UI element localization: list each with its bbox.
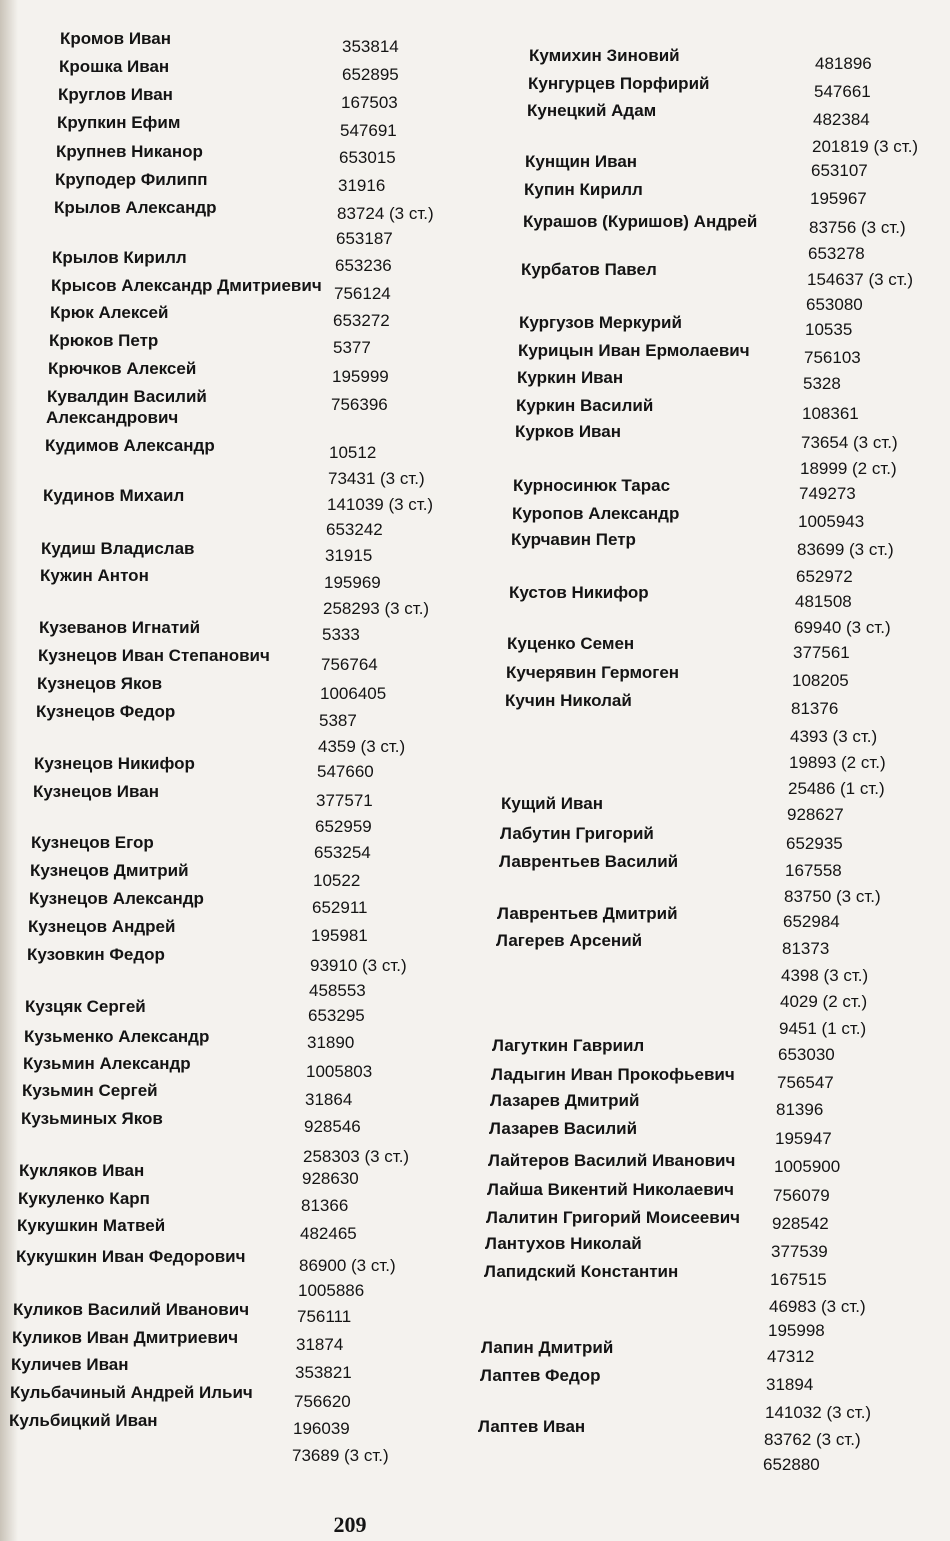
entry-name: Крысов Александр Дмитриевич (51, 276, 322, 295)
entry-name: Кузнецов Александр (29, 889, 204, 908)
entry-name: Кудиш Владислав (41, 539, 195, 558)
entry-number: 353814 (342, 37, 399, 56)
entry-number: 5333 (322, 625, 360, 644)
entry-number: 756620 (294, 1392, 351, 1411)
entry-number: 756547 (777, 1073, 834, 1092)
entry-number: 195981 (311, 926, 368, 945)
entry-name: Лаптев Федор (480, 1366, 601, 1385)
entry-number: 4359 (3 ст.) (318, 737, 406, 756)
right-column (470, 0, 940, 1500)
entry-number: 928630 (302, 1169, 359, 1188)
entry-number: 73654 (3 ст.) (801, 433, 898, 452)
entry-name: Кудинов Михаил (43, 486, 185, 505)
entry-name: Куликов Василий Иванович (13, 1300, 250, 1319)
entry-number: 19893 (2 ст.) (789, 753, 886, 772)
entry-number: 108205 (792, 671, 849, 690)
entry-name: Кукушкин Иван Федорович (16, 1247, 246, 1266)
entry-number: 4398 (3 ст.) (781, 966, 869, 985)
entry-name: Курицын Иван Ермолаевич (518, 341, 750, 360)
entry-number: 377561 (793, 643, 850, 662)
entry-number: 31874 (296, 1335, 344, 1354)
entry-number: 653242 (326, 520, 383, 539)
entry-number: 10512 (329, 443, 377, 462)
entry-number: 195967 (810, 189, 867, 208)
entry-name: Лагерев Арсений (496, 931, 643, 950)
entry-number: 86900 (3 ст.) (299, 1256, 396, 1275)
entry-number: 83756 (3 ст.) (809, 218, 906, 237)
entry-number: 653295 (308, 1006, 365, 1025)
entry-number: 195999 (332, 367, 389, 386)
entry-name: Кузцяк Сергей (25, 997, 146, 1016)
entry-name: Кунецкий Адам (527, 101, 657, 120)
entry-number: 5377 (333, 338, 371, 357)
entry-number: 482384 (813, 110, 870, 129)
entry-name: Кузнецов Иван (33, 782, 159, 801)
entry-name: Кузьмин Александр (23, 1054, 191, 1073)
entry-name: Кузьминых Яков (21, 1109, 163, 1128)
entry-number: 25486 (1 ст.) (788, 779, 885, 798)
entry-number: 141039 (3 ст.) (327, 495, 434, 514)
entry-number: 167503 (341, 93, 398, 112)
entry-name: Крупнев Никанор (56, 142, 203, 161)
entry-number: 652880 (763, 1455, 820, 1474)
entry-number: 81396 (776, 1100, 824, 1119)
entry-number: 141032 (3 ст.) (765, 1403, 872, 1422)
entry-name: Лазарев Василий (489, 1119, 638, 1138)
entry-number: 83699 (3 ст.) (797, 540, 894, 559)
entry-number: 5328 (803, 374, 841, 393)
entry-number: 482465 (300, 1224, 357, 1243)
entry-name: Кунщин Иван (525, 152, 638, 171)
entry-name: Александрович (46, 408, 179, 427)
entry-number: 481508 (795, 592, 852, 611)
entry-number: 928542 (772, 1214, 829, 1233)
entry-name: Лаврентьев Василий (499, 852, 679, 871)
entry-number: 258293 (3 ст.) (323, 599, 430, 618)
entry-name: Крупкин Ефим (57, 113, 181, 132)
entry-name: Крошка Иван (59, 57, 170, 76)
entry-number: 547691 (340, 121, 397, 140)
entry-number: 196039 (293, 1419, 350, 1438)
entry-name: Куропов Александр (512, 504, 680, 523)
entry-name: Крылов Кирилл (52, 248, 187, 267)
entry-name: Крюков Петр (49, 331, 159, 350)
entry-number: 167515 (770, 1270, 827, 1289)
entry-number: 547661 (814, 82, 871, 101)
entry-number: 652935 (786, 834, 843, 853)
entry-number: 652959 (315, 817, 372, 836)
entry-name: Крюк Алексей (50, 303, 169, 322)
entry-name: Кумихин Зиновий (529, 46, 680, 65)
entry-name: Кузнецов Андрей (28, 917, 176, 936)
entry-name: Курбатов Павел (521, 260, 657, 279)
entry-name: Кургузов Меркурий (519, 313, 682, 332)
entry-number: 928627 (787, 805, 844, 824)
entry-name: Лапидский Константин (484, 1262, 679, 1281)
entry-number: 653254 (314, 843, 371, 862)
entry-number: 10522 (313, 871, 361, 890)
entry-name: Лаптев Иван (478, 1417, 586, 1436)
entry-number: 4029 (2 ст.) (780, 992, 868, 1011)
entry-name: Крючков Алексей (48, 359, 197, 378)
entry-number: 83762 (3 ст.) (764, 1430, 861, 1449)
entry-number: 195998 (768, 1321, 825, 1340)
entry-number: 652911 (312, 898, 368, 917)
entry-name: Лантухов Николай (485, 1234, 642, 1253)
entry-number: 749273 (799, 484, 856, 503)
entry-name: Кузнецов Дмитрий (30, 861, 189, 880)
entry-name: Кузнецов Иван Степанович (38, 646, 270, 665)
entry-number: 1005943 (798, 512, 865, 531)
entry-name: Кувалдин Василий (47, 387, 207, 406)
entry-number: 652972 (796, 567, 853, 586)
entry-number: 377571 (316, 791, 373, 810)
entry-number: 377539 (771, 1242, 828, 1261)
entry-name: Кунгурцев Порфирий (528, 74, 710, 93)
entry-name: Курков Иван (515, 422, 622, 441)
entry-number: 653187 (336, 229, 393, 248)
entry-number: 31894 (766, 1375, 814, 1394)
entry-number: 258303 (3 ст.) (303, 1147, 410, 1166)
entry-number: 81376 (791, 699, 839, 718)
entry-number: 47312 (767, 1347, 815, 1366)
entry-number: 69940 (3 ст.) (794, 618, 891, 637)
entry-number: 756764 (321, 655, 378, 674)
entry-number: 81373 (782, 939, 830, 958)
entry-name: Кузьменко Александр (24, 1027, 210, 1046)
entry-name: Кузьмин Сергей (22, 1081, 158, 1100)
entry-name: Лазарев Дмитрий (490, 1091, 640, 1110)
entry-number: 4393 (3 ст.) (790, 727, 878, 746)
entry-name: Кукляков Иван (19, 1161, 145, 1180)
entry-name: Лапин Дмитрий (481, 1338, 614, 1357)
left-column (0, 0, 470, 1500)
entry-name: Кукуленко Карп (18, 1189, 150, 1208)
entry-number: 653272 (333, 311, 390, 330)
entry-name: Лайтеров Василий Иванович (488, 1151, 736, 1170)
entry-name: Купин Кирилл (524, 180, 643, 199)
entry-number: 653030 (778, 1045, 835, 1064)
entry-number: 31890 (307, 1033, 355, 1052)
entry-number: 5387 (319, 711, 357, 730)
entry-number: 31915 (325, 546, 373, 565)
entry-name: Кромов Иван (60, 29, 171, 48)
entry-name: Ладыгин Иван Прокофьевич (491, 1065, 735, 1084)
entry-number: 1005803 (306, 1062, 373, 1081)
entry-number: 928546 (304, 1117, 361, 1136)
entry-name: Кудимов Александр (45, 436, 215, 455)
entry-number: 83724 (3 ст.) (337, 204, 434, 223)
entry-number: 756396 (331, 395, 388, 414)
entry-name: Лабутин Григорий (500, 824, 654, 843)
entry-number: 756079 (773, 1186, 830, 1205)
entry-number: 756124 (334, 284, 391, 303)
entry-name: Кучин Николай (505, 691, 632, 710)
entry-name: Кукушкин Матвей (17, 1216, 166, 1235)
entry-name: Кузеванов Игнатий (39, 618, 201, 637)
entry-number: 83750 (3 ст.) (784, 887, 881, 906)
entry-number: 73431 (3 ст.) (328, 469, 425, 488)
entry-number: 653107 (811, 161, 868, 180)
entry-name: Круглов Иван (58, 85, 173, 104)
entry-number: 653236 (335, 256, 392, 275)
entry-number: 9451 (1 ст.) (779, 1019, 867, 1038)
entry-name: Кузовкин Федор (27, 945, 165, 964)
entry-name: Круподер Филипп (55, 170, 208, 189)
entry-name: Кузнецов Егор (31, 833, 154, 852)
entry-number: 653015 (339, 148, 396, 167)
entry-number: 195969 (324, 573, 381, 592)
entry-name: Кущий Иван (501, 794, 603, 813)
entry-name: Курносинюк Тарас (513, 476, 671, 495)
entry-name: Кузнецов Яков (37, 674, 163, 693)
entry-number: 1006405 (320, 684, 387, 703)
entry-number: 108361 (802, 404, 859, 423)
entry-name: Крылов Александр (54, 198, 217, 217)
entry-number: 353821 (295, 1363, 352, 1382)
entry-name: Кужин Антон (40, 566, 149, 585)
entry-name: Лайша Викентий Николаевич (487, 1180, 734, 1199)
entry-name: Кустов Никифор (509, 583, 649, 602)
entry-name: Куценко Семен (507, 634, 635, 653)
entry-number: 481896 (815, 54, 872, 73)
entry-number: 154637 (3 ст.) (807, 270, 914, 289)
entry-name: Лагуткин Гавриил (492, 1036, 645, 1055)
entry-name: Кульбачиный Андрей Ильич (10, 1383, 253, 1402)
entry-number: 31916 (338, 176, 386, 195)
entry-number: 195947 (775, 1129, 832, 1148)
entry-number: 18999 (2 ст.) (800, 459, 897, 478)
entry-name: Кучерявин Гермоген (506, 663, 680, 682)
entry-number: 1005900 (774, 1157, 841, 1176)
entry-number: 1005886 (298, 1281, 365, 1300)
entry-name: Куликов Иван Дмитриевич (12, 1328, 239, 1347)
entry-number: 31864 (305, 1090, 353, 1109)
entry-name: Кузнецов Федор (36, 702, 176, 721)
entry-name: Куркин Василий (516, 396, 654, 415)
entry-number: 93910 (3 ст.) (310, 956, 407, 975)
entry-name: Кузнецов Никифор (34, 754, 195, 773)
entry-number: 652984 (783, 912, 840, 931)
entry-number: 46983 (3 ст.) (769, 1297, 866, 1316)
entry-number: 201819 (3 ст.) (812, 137, 919, 156)
entry-number: 756103 (804, 348, 861, 367)
entry-number: 547660 (317, 762, 374, 781)
entry-number: 81366 (301, 1196, 349, 1215)
entry-number: 653278 (808, 244, 865, 263)
entry-number: 10535 (805, 320, 853, 339)
entry-number: 652895 (342, 65, 399, 84)
entry-number: 167558 (785, 861, 842, 880)
entry-name: Лаврентьев Дмитрий (497, 904, 678, 923)
entry-number: 653080 (806, 295, 863, 314)
entry-name: Курчавин Петр (511, 530, 636, 549)
entry-name: Кульбицкий Иван (9, 1411, 158, 1430)
entry-number: 73689 (3 ст.) (292, 1446, 389, 1465)
page-number: 209 (333, 1512, 367, 1537)
entry-number: 756111 (297, 1307, 352, 1326)
entry-name: Куличев Иван (11, 1355, 129, 1374)
entry-name: Куркин Иван (517, 368, 624, 387)
entry-number: 458553 (309, 981, 366, 1000)
entry-name: Курашов (Куришов) Андрей (523, 212, 758, 231)
entry-name: Лалитин Григорий Моисеевич (486, 1208, 741, 1227)
